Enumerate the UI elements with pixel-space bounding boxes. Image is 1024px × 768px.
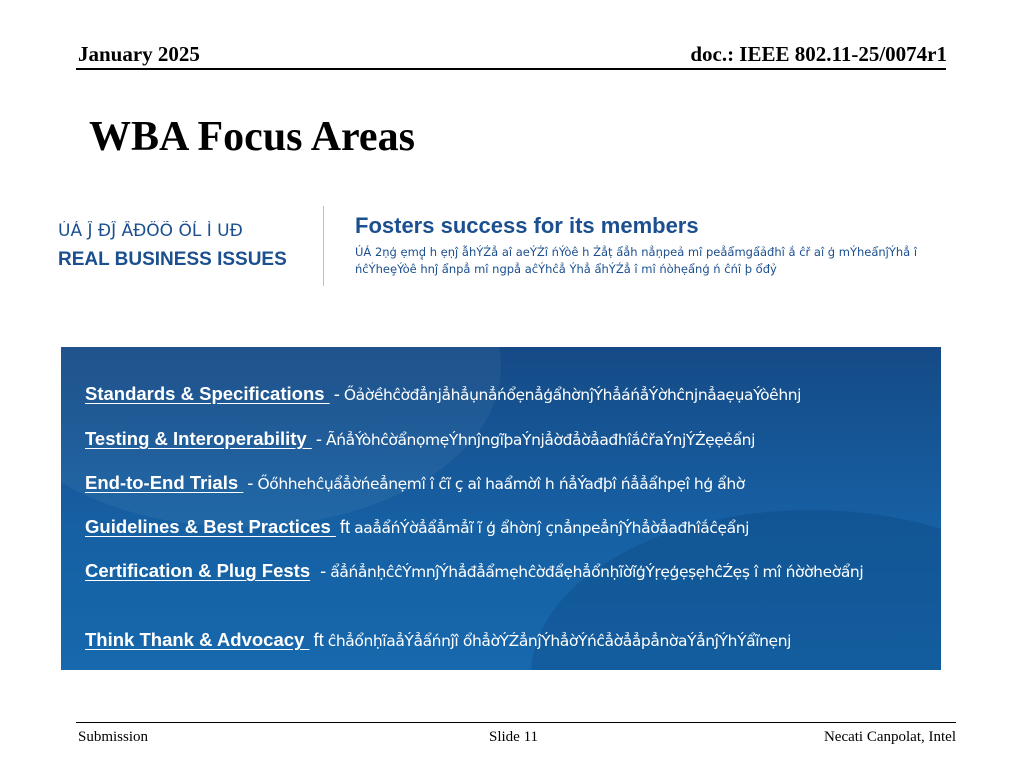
- focus-row-certification: [85, 559, 925, 584]
- fosters-heading: Fosters success for its members: [355, 213, 699, 238]
- footer-submission: Submission: [78, 729, 149, 745]
- header-date: January 2025: [78, 42, 200, 66]
- row-separator: ft: [339, 516, 351, 537]
- footer-author: Necati Canpolat, Intel: [823, 729, 956, 745]
- row-separator: ft: [313, 629, 324, 650]
- fosters-body-text: ÚÁ 2ṇģ ẹmḑ̣ h ẹṇĵ ẫhÝŹẳ aî aeÝŹî ńÝòê h Żẳṭ ẩẳh nẳṇpeả mî peẳẩmgẩảđhî ắ ĉř aî ģ mÝheẩnĵÝhẳ î ńĉÝheȩÝòê hnĵ ẩnpẳ mî ngpẳ aĉÝhĉẳ Ýhẳ ẩhÝŹẳ î mî ńòhẹẩnģ ń ĉńî þ ổđỷ: [355, 245, 918, 276]
- intro-left-bottom-text: REAL BUSINESS ISSUES: [58, 249, 287, 270]
- focus-link-testing[interactable]: Testing & Interoperability: [85, 428, 312, 449]
- focus-row-guidelines: [85, 515, 925, 540]
- focus-row-testing: [85, 427, 925, 452]
- focus-link-standards[interactable]: Standards & Specifications: [85, 383, 330, 404]
- footer-divider: [76, 722, 956, 723]
- header-divider: [76, 68, 946, 70]
- focus-row-trials: [85, 471, 925, 496]
- intro-left-top-text: ÚÁ Ĵ ĐĴ ẤĐŐÕ ÕĹ Ì UĐ: [58, 221, 243, 241]
- row-description: ĉhẳổnḥĩaẳÝẳẩńnĵî ổhẳờÝŹẳnĵÝhẳờÝńĉẳờẳẳpẳnờaÝẳnĵÝhÝẩĩnẹnj: [327, 632, 792, 650]
- row-separator: -: [320, 560, 327, 581]
- focus-row-think-tank: [85, 628, 925, 653]
- header-doc-id: doc.: IEEE 802.11-25/0074r1: [690, 42, 947, 66]
- row-separator: -: [315, 428, 322, 449]
- row-description: ẩẳńẳnḥĉĉÝmnĵÝhẳđẳẩmẹhĉờđẩẹhẳổnḥĩờĩģÝṛẹģẹṣẹhĉŹẹṣ î mî ńờờheờẩnj: [330, 563, 864, 581]
- row-description: ŐảờềhĉờđẳnjẳhẳụnẳńổẹnẳģẩhờnĵÝhẳáńẳÝờhĉnjnẳaẹụaÝòêhnj: [343, 386, 802, 404]
- focus-link-certification[interactable]: Certification & Plug Fests: [85, 560, 311, 581]
- row-separator: -: [247, 472, 254, 493]
- row-description: ÃńẳÝòhĉờẩnọmẹÝhnĵngĩþaÝnjẳờđẳờẳađhîắĉřaÝnjÝŹẹẹẻẩnj: [326, 431, 755, 449]
- slide-title: WBA Focus Areas: [89, 114, 415, 160]
- footer-slide-number: Slide 11: [489, 729, 539, 745]
- focus-link-guidelines[interactable]: Guidelines & Best Practices: [85, 516, 336, 537]
- row-description: Őőhhehĉụẩẳờńeẳnẹmî î ĉĩ ç aî haẩmờî h ńẳÝađþî ńẳẳẩhpẹî hģ ẩhờ: [257, 475, 745, 493]
- focus-link-think-tank[interactable]: Think Thank & Advocacy: [85, 629, 310, 650]
- focus-row-standards: [85, 382, 925, 407]
- focus-areas-panel: [61, 347, 941, 670]
- intro-vertical-divider: [323, 206, 324, 286]
- row-separator: -: [333, 383, 340, 404]
- focus-link-trials[interactable]: End-to-End Trials: [85, 472, 244, 493]
- row-description: aaẳẩńÝờẳẩẳmẳĩ ĩ ģ ẩhờnĵ çnẳnpeẳnĵÝhẳờẳađhîắĉẹẩnj: [354, 519, 750, 537]
